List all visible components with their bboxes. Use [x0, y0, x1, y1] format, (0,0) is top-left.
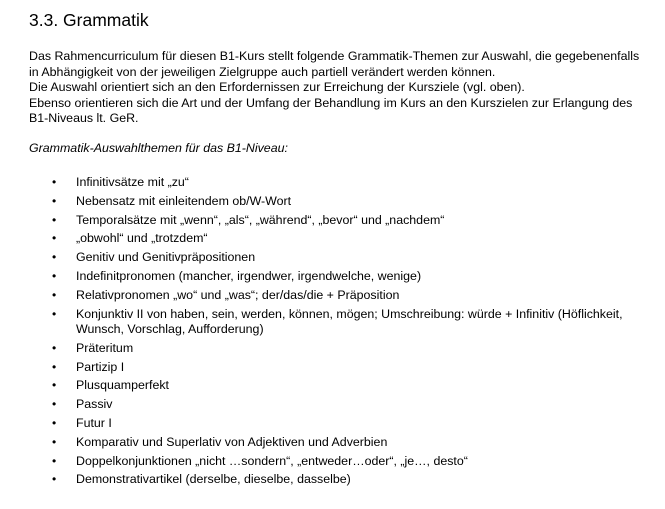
- bullet-icon: •: [52, 378, 57, 393]
- list-item: [29, 454, 629, 470]
- list-item-text: Temporalsätze mit „wenn“, „als“, „während“, „bevor“ und „nachdem“: [76, 212, 445, 227]
- bullet-icon: •: [52, 250, 57, 265]
- bullet-icon: •: [52, 434, 57, 449]
- list-item: [29, 250, 629, 266]
- list-item-text: Relativpronomen „wo“ und „was“; der/das/die + Präposition: [76, 287, 400, 302]
- list-item-text: Konjunktiv II von haben, sein, werden, können, mögen; Umschreibung: würde + Infinitiv (Höflichkeit, Wunsch, Vorschlag, Aufforderung): [76, 306, 623, 337]
- topics-subheading: Grammatik-Auswahlthemen für das B1-Niveau:: [29, 141, 288, 155]
- list-item: [29, 213, 629, 229]
- bullet-icon: •: [52, 397, 57, 412]
- bullet-icon: •: [52, 416, 57, 431]
- bullet-icon: •: [52, 175, 57, 189]
- list-item-text: Futur I: [76, 416, 112, 431]
- list-item-text: Komparativ und Superlativ von Adjektiven und Adverbien: [76, 434, 388, 449]
- intro-line-3: Ebenso orientieren sich die Art und der Umfang der Behandlung im Kurs an den Kurszielen zur Erlangung des B1-Niveaus lt. GeR.: [29, 95, 633, 125]
- list-item: [29, 175, 629, 191]
- list-item-text: Plusquamperfekt: [76, 378, 169, 393]
- bullet-icon: •: [52, 231, 57, 246]
- list-item-text: Indefinitpronomen (mancher, irgendwer, irgendwelche, wenige): [76, 268, 422, 283]
- bullet-icon: •: [52, 193, 57, 208]
- list-item: [29, 194, 629, 210]
- bullet-icon: •: [52, 212, 57, 227]
- list-item-text: Genitiv und Genitivpräpositionen: [76, 250, 256, 265]
- intro-paragraph: [29, 49, 649, 127]
- list-item-text: Nebensatz mit einleitendem ob/W-Wort: [76, 193, 292, 208]
- list-item: [29, 341, 629, 357]
- bullet-icon: •: [52, 453, 57, 468]
- bullet-icon: •: [52, 306, 57, 321]
- list-item: [29, 435, 629, 451]
- list-item-text: Doppelkonjunktionen „nicht …sondern“, „entweder…oder“, „je…, desto“: [76, 453, 468, 468]
- list-item: [29, 288, 629, 304]
- bullet-icon: •: [52, 287, 57, 302]
- grammar-topic-list: [29, 175, 629, 491]
- list-item-text: „obwohl“ und „trotzdem“: [76, 231, 208, 246]
- bullet-icon: •: [52, 268, 57, 283]
- intro-line-2: Die Auswahl orientiert sich an den Erfordernissen zur Erreichung der Kursziele (vgl. oben).: [29, 80, 525, 94]
- list-item-text: Passiv: [76, 397, 113, 412]
- list-item: [29, 269, 629, 285]
- list-item-text: Infinitivsätze mit „zu“: [76, 175, 189, 189]
- list-item: [29, 397, 629, 413]
- bullet-icon: •: [52, 359, 57, 374]
- bullet-icon: •: [52, 472, 57, 487]
- list-item: [29, 231, 629, 247]
- list-item: [29, 416, 629, 432]
- list-item: [29, 360, 629, 376]
- section-heading: 3.3. Grammatik: [29, 10, 149, 30]
- list-item: [29, 472, 629, 488]
- list-item-text: Partizip I: [76, 359, 125, 374]
- list-item-text: Präteritum: [76, 340, 134, 355]
- intro-line-1: Das Rahmencurriculum für diesen B1-Kurs stellt folgende Grammatik-Themen zur Auswahl, die gegebenenfalls in Abhängigkeit von der jeweiligen Zielgruppe auch partiell verändert werden können.: [29, 49, 640, 79]
- list-item-text: Demonstrativartikel (derselbe, dieselbe, dasselbe): [76, 472, 351, 487]
- bullet-icon: •: [52, 340, 57, 355]
- list-item: [29, 378, 629, 394]
- list-item: [29, 307, 629, 338]
